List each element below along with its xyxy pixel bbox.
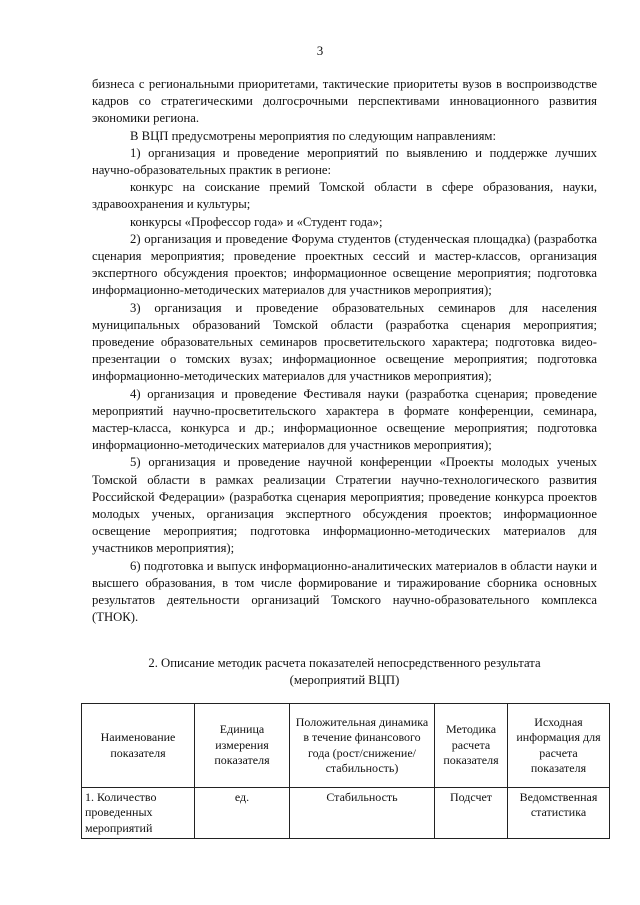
- list-item: 3) организация и проведение образовательных семинаров для населения муниципальных образований Томской области (разработка сценария мероприятия; проведение образовательных семинаров просветительского характера; подготовка видео-презентации о томских вузах; информационное освещение мероприятия; подготовка информационно-методических материалов для участников мероприятия);: [92, 300, 597, 384]
- section-title-line1: 2. Описание методик расчета показателей непосредственного результата: [148, 656, 541, 670]
- page-number: 3: [316, 43, 324, 58]
- header-cell: Исходная информация для расчета показателя: [508, 704, 610, 788]
- table-row: [82, 788, 610, 839]
- list-item: 1) организация и проведение мероприятий по выявлению и поддержке лучших научно-образовательных практик в регионе:: [92, 145, 597, 178]
- paragraph: бизнеса с региональными приоритетами, тактические приоритеты вузов в воспроизводстве кадров со стратегическими долгосрочными перспективами инновационного развития экономики региона.: [92, 77, 597, 126]
- table-cell: 1. Количество проведенных мероприятий: [82, 788, 195, 839]
- body-text: [92, 76, 597, 627]
- list-item: 6) подготовка и выпуск информационно-аналитических материалов в области науки и высшего образования, в том числе формирование и тиражирование сборника основных результатов деятельности организаций Томского научно-образовательного комплекса (ТНОК).: [92, 558, 597, 625]
- section-title: [92, 655, 597, 689]
- section-title-line2: (мероприятий ВЦП): [289, 673, 400, 688]
- list-item: конкурс на соискание премий Томской области в сфере образования, науки, здравоохранения и культуры;: [92, 180, 597, 212]
- table-cell: Стабильность: [290, 788, 435, 839]
- list-item: 2) организация и проведение Форума студентов (студенческая площадка) (разработка сценария мероприятия; проведение проектных сессий и мастер-классов, организация экспертного обсуждения проектов; информационное освещение мероприятия; подготовка информационно-методических материалов для участников мероприятия);: [92, 231, 597, 298]
- table-cell: Ведомственная статистика: [508, 788, 610, 839]
- header-cell: Единица измерения показателя: [195, 704, 290, 788]
- list-item: конкурсы «Профессор года» и «Студент года»;: [130, 214, 383, 229]
- header-cell: Наименование показателя: [82, 704, 195, 788]
- header-cell: Положительная динамика в течение финансового года (рост/снижение/ стабильность): [290, 704, 435, 788]
- paragraph: В ВЦП предусмотрены мероприятия по следующим направлениям:: [130, 128, 496, 143]
- table-header-row: [82, 704, 610, 788]
- table-cell: ед.: [195, 788, 290, 839]
- table-cell: Подсчет: [435, 788, 508, 839]
- indicators-table: [81, 703, 610, 839]
- list-item: 5) организация и проведение научной конференции «Проекты молодых ученых Томской области в рамках реализации Стратегии научно-технологического развития Российской Федерации» (разработка сценария мероприятия; проведение конкурса проектов молодых ученых, организация экспертного обсуждения проектов; информационное освещение мероприятия; подготовка информационно-методических материалов для участников мероприятия);: [92, 455, 597, 556]
- header-cell: Методика расчета показателя: [435, 704, 508, 788]
- list-item: 4) организация и проведение Фестиваля науки (разработка сценария; проведение мероприятий научно-просветительского характера в формате конференции, семинара, мастер-класса, конкурса и др.; информационное освещение мероприятия; подготовка информационно-методических материалов для участников мероприятия);: [92, 386, 597, 453]
